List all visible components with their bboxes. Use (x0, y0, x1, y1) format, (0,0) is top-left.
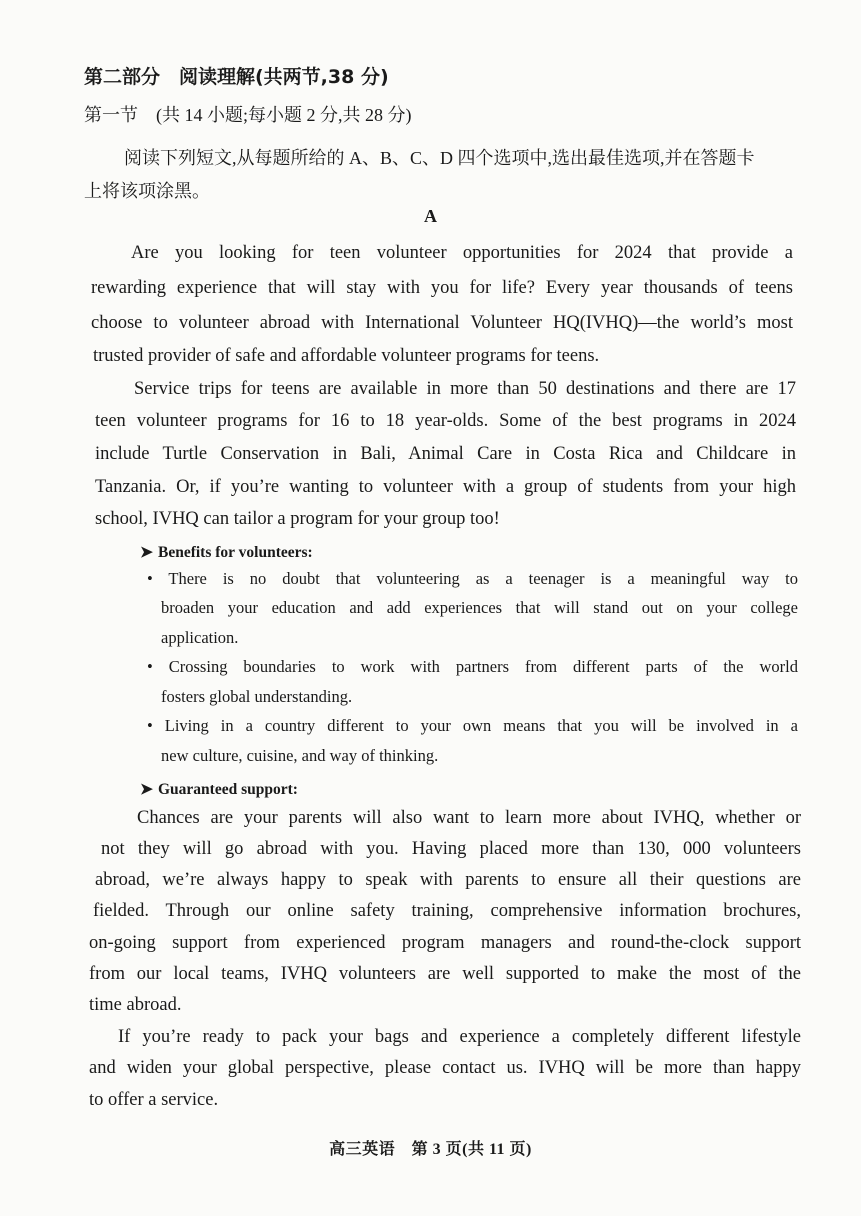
page-footer: 高三英语 第 3 页(共 11 页) (329, 1141, 532, 1158)
para1-line: rewarding experience that will stay with you for life? Every year thousands of teens (91, 278, 793, 298)
instructions-line-2: 上将该项涂黑。 (84, 181, 210, 201)
para1-line: trusted provider of safe and affordable volunteer programs for teens. (93, 346, 600, 366)
benefit-line: application. (161, 628, 239, 647)
arrow-bullet-icon: ➤ (140, 781, 153, 798)
para3-line: from our local teams, IVHQ volunteers are well supported to make the most of the (89, 964, 801, 984)
benefits-heading (140, 543, 313, 562)
instructions-line-1: 阅读下列短文,从每题所给的 A、B、C、D 四个选项中,选出最佳选项,并在答题卡 (124, 148, 755, 168)
support-heading-text: Guaranteed support: (158, 781, 298, 798)
para2-line: teen volunteer programs for 16 to 18 year-olds. Some of the best programs in 2024 (95, 411, 796, 431)
arrow-bullet-icon: ➤ (140, 544, 153, 561)
para3-line: on-going support from experienced program managers and round-the-clock support (89, 933, 801, 953)
para3-line: time abroad. (89, 995, 182, 1015)
para3-line: fielded. Through our online safety training, comprehensive information brochures, (93, 901, 801, 921)
benefit-line: • Living in a country different to your own means that you will be involved in a (147, 716, 798, 735)
para2-line: Tanzania. Or, if you’re wanting to volunteer with a group of students from your high (95, 477, 796, 497)
para2-line: include Turtle Conservation in Bali, Animal Care in Costa Rica and Childcare in (95, 444, 796, 464)
benefits-heading-text: Benefits for volunteers: (158, 544, 313, 561)
benefit-line: broaden your education and add experiences that will stand out on your college (161, 598, 798, 617)
para3-line: abroad, we’re always happy to speak with parents to ensure all their questions are (95, 870, 801, 890)
para1-line: choose to volunteer abroad with International Volunteer HQ(IVHQ)—the world’s most (91, 313, 793, 333)
benefit-line: • There is no doubt that volunteering as a teenager is a meaningful way to (147, 569, 798, 588)
para3-line: Chances are your parents will also want to learn more about IVHQ, whether or (137, 808, 801, 828)
para2-line: Service trips for teens are available in more than 50 destinations and there are 17 (134, 379, 796, 399)
para3-line: not they will go abroad with you. Having placed more than 130, 000 volunteers (101, 839, 801, 859)
section-heading: 第二部分 阅读理解(共两节,38 分) (84, 66, 389, 88)
para1-line: Are you looking for teen volunteer opportunities for 2024 that provide a (131, 243, 793, 263)
para4-line: and widen your global perspective, please contact us. IVHQ will be more than happy (89, 1058, 801, 1078)
support-heading (140, 780, 298, 799)
benefit-line: new culture, cuisine, and way of thinking. (161, 746, 439, 765)
benefit-line: fosters global understanding. (161, 687, 353, 706)
section-subheading: 第一节 (共 14 小题;每小题 2 分,共 28 分) (84, 105, 412, 125)
benefit-line: • Crossing boundaries to work with partners from different parts of the world (147, 657, 798, 676)
passage-title: A (424, 206, 437, 226)
para4-line: to offer a service. (89, 1090, 219, 1110)
para2-line: school, IVHQ can tailor a program for your group too! (95, 509, 500, 529)
para4-line: If you’re ready to pack your bags and experience a completely different lifestyle (118, 1027, 801, 1047)
